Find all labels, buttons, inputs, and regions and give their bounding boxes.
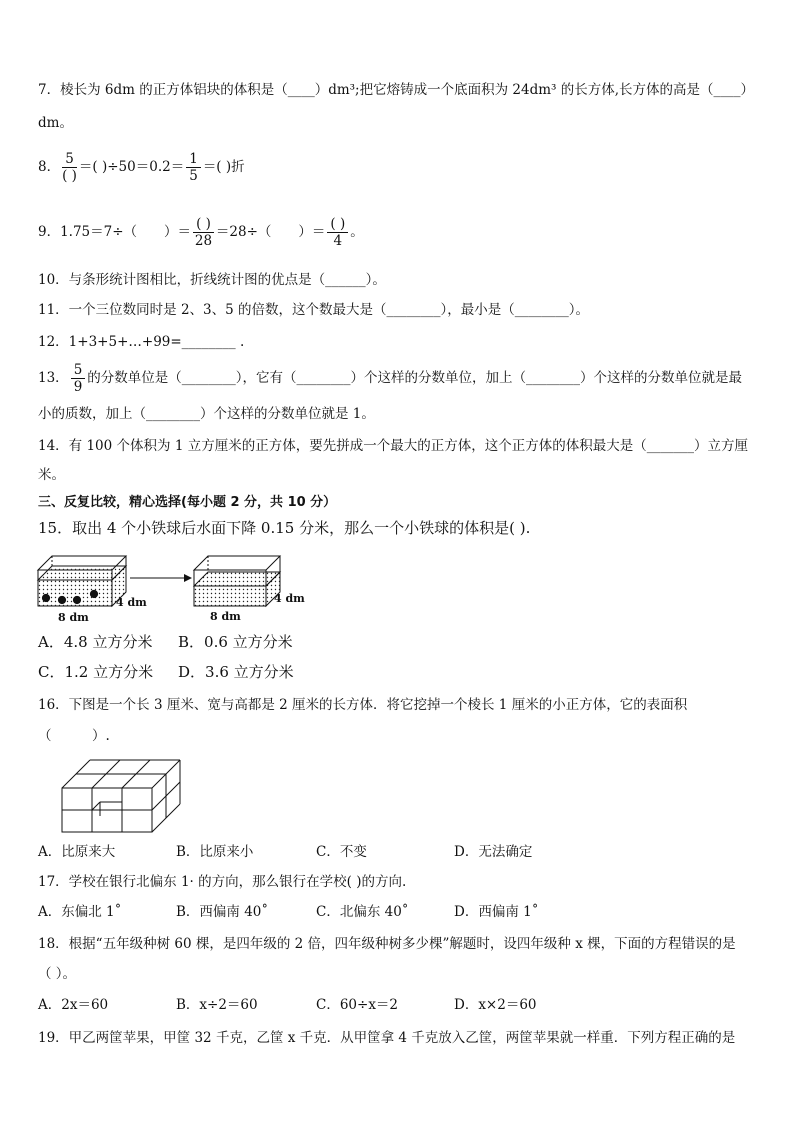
q16-line1: 16．下图是一个长 3 厘米、宽与高都是 2 厘米的长方体．将它挖掉一个棱长 1 厘米的小正方体，它的表面积	[38, 697, 688, 713]
q8-prefix: 8．	[38, 159, 61, 175]
q17-option-a[interactable]: A．东偏北 1˚	[38, 904, 122, 920]
q7-line2: dm。	[38, 115, 73, 131]
q16-option-d[interactable]: D．无法确定	[454, 844, 533, 860]
q17-stem: 17．学校在银行北偏东 1· 的方向，那么银行在学校( )的方向.	[38, 874, 407, 890]
q16-line2: （ ）.	[38, 728, 110, 744]
q17-options	[38, 902, 538, 922]
q18-option-c[interactable]: C．60÷x＝2	[316, 997, 399, 1013]
q15-options-row1	[38, 632, 293, 652]
q9-fraction-2: $\frac{( )}{4}$	[327, 216, 348, 249]
q17-option-d[interactable]: D．西偏南 1˚	[454, 904, 539, 920]
q16-option-c[interactable]: C．不变	[316, 844, 367, 860]
q13-text: 的分数单位是（________），它有（________）个这样的分数单位，加上（________）个这样的分数单位就是最	[87, 370, 743, 386]
q13-line1	[38, 357, 742, 399]
q18-line1: 18．根据“五年级种树 60 棵，是四年级的 2 倍，四年级种树多少棵”解题时，设四年级种 x 棵，下面的方程错误的是	[38, 936, 736, 952]
q15-label-length-1: 8 dm	[58, 611, 89, 624]
q15-option-b[interactable]: B．0.6 立方分米	[178, 633, 293, 651]
q16-option-a[interactable]: A．比原来大	[38, 844, 116, 860]
q15-tank-after	[194, 556, 280, 606]
q16-options	[38, 842, 532, 862]
q15-label-length-2: 8 dm	[210, 610, 241, 623]
q15-option-c[interactable]: C．1.2 立方分米	[38, 663, 154, 681]
q12: 12．1+3+5+…+99=________ .	[38, 334, 245, 350]
q9	[38, 211, 364, 253]
q9-suffix: 。	[350, 224, 364, 240]
q15-tank-before	[38, 556, 126, 606]
q15-option-d[interactable]: D．3.6 立方分米	[178, 663, 294, 681]
section-3-heading: 三、反复比较，精心选择(每小题 2 分，共 10 分）	[38, 495, 337, 510]
q18-line2: （ ）。	[38, 966, 77, 982]
q18-options	[38, 995, 537, 1015]
q9-prefix: 9．1.75＝7÷（ ）＝	[38, 224, 192, 240]
q13-line2: 小的质数，加上（________）个这样的分数单位就是 1。	[38, 406, 375, 422]
q16-cuboid-figure	[60, 758, 190, 834]
q9-mid: ＝28÷（ ）＝	[215, 224, 326, 240]
q10: 10．与条形统计图相比，折线统计图的优点是（______）。	[38, 272, 386, 288]
q17-option-b[interactable]: B．西偏南 40˚	[176, 904, 269, 920]
q15-label-height-2: 4 dm	[274, 592, 305, 605]
q15-stem: 15．取出 4 个小铁球后水面下降 0.15 分米，那么一个小铁球的体积是( ).	[38, 519, 531, 537]
q8-mid: ＝( )÷50＝0.2＝	[78, 159, 185, 175]
q9-fraction-1: $\frac{( )}{28}$	[194, 216, 213, 249]
q18-option-d[interactable]: D．x×2＝60	[454, 997, 537, 1013]
q15-options-row2	[38, 662, 294, 682]
q8-suffix: ＝( )折	[202, 159, 245, 175]
q15-label-height-1: 4 dm	[116, 596, 147, 609]
q15-figure	[34, 548, 314, 626]
q18-option-a[interactable]: A．2x＝60	[38, 997, 109, 1013]
q8	[38, 146, 245, 188]
q13-prefix: 13．	[38, 370, 69, 386]
q7-line1: 7．棱长为 6dm 的正方体铝块的体积是（____）dm³;把它熔铸成一个底面积为 24dm³ 的长方体,长方体的高是（____）	[38, 82, 755, 98]
q15-option-a[interactable]: A．4.8 立方分米	[38, 633, 153, 651]
q16-option-b[interactable]: B．比原来小	[176, 844, 254, 860]
q19-stem: 19．甲乙两筐苹果，甲筐 32 千克，乙筐 x 千克．从甲筐拿 4 千克放入乙筐，两筐苹果就一样重．下列方程正确的是	[38, 1030, 736, 1046]
q8-fraction-1: $\frac{5}{( )}$	[62, 151, 77, 184]
q14-line2: 米。	[38, 467, 65, 483]
q18-option-b[interactable]: B．x÷2＝60	[176, 997, 258, 1013]
q14-line1: 14．有 100 个体积为 1 立方厘米的正方体，要先拼成一个最大的正方体，这个正方体的体积最大是（_______）立方厘	[38, 438, 748, 454]
q13-fraction: $\frac{5}{9}$	[71, 362, 86, 395]
q17-option-c[interactable]: C．北偏东 40˚	[316, 904, 409, 920]
q8-fraction-2: $\frac{1}{5}$	[186, 151, 201, 184]
q11: 11．一个三位数同时是 2、3、5 的倍数，这个数最大是（________），最小是（________）。	[38, 302, 590, 318]
q15-arrow	[130, 574, 192, 582]
